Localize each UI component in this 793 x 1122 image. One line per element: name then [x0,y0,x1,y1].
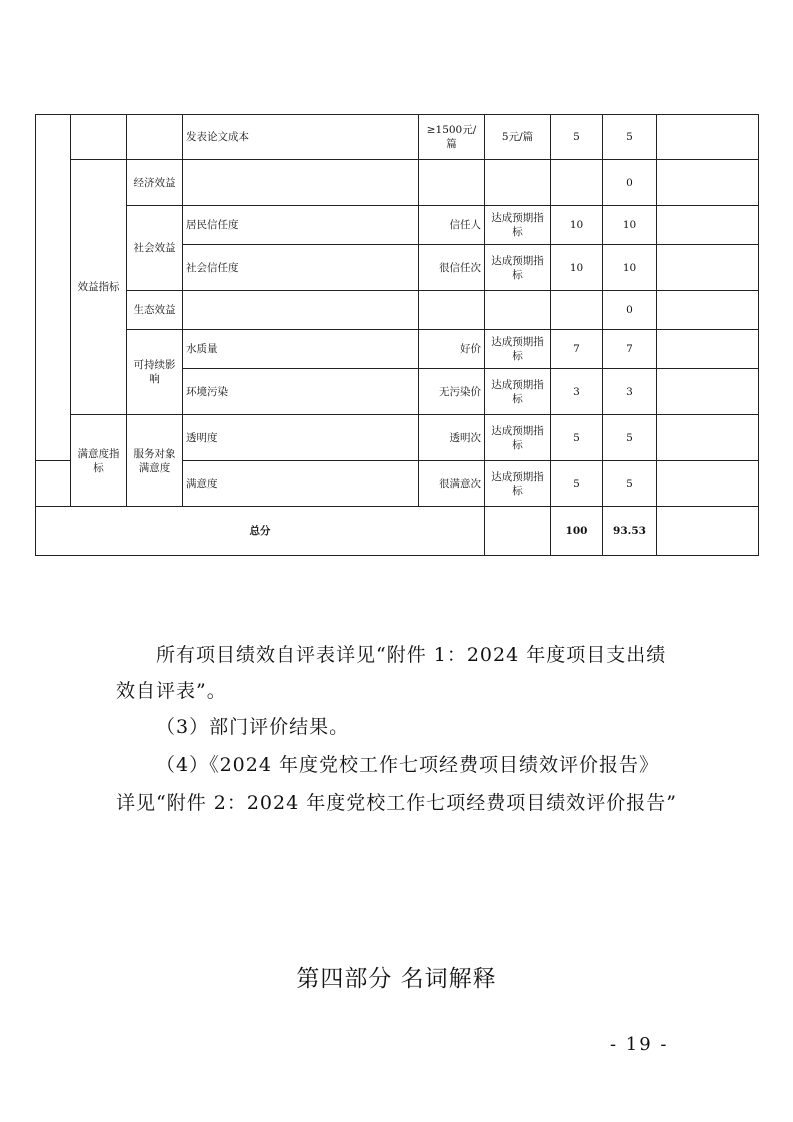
total-score-cell: 93.53 [603,507,657,556]
paragraph-line: 所有项目绩效自评表详见“附件 1：2024 年度项目支出绩 [156,644,667,666]
indicator-cell: 发表论文成本 [183,115,419,160]
weight-cell: 10 [551,245,603,291]
indicator-cell: 居民信任度 [183,206,419,245]
remark-cell [657,245,759,291]
score-cell: 5 [603,115,657,160]
remark-cell [657,507,759,556]
score-cell: 5 [603,461,657,507]
standard-cell: 很信任次 [419,245,485,291]
actual-cell: 达成预期指标 [485,461,551,507]
weight-cell: 5 [551,415,603,461]
benefit-group-cell: 效益指标 [71,160,127,415]
actual-cell: 5元/篇 [485,115,551,160]
table-row [36,291,759,330]
indicator-cell [183,160,419,206]
score-cell: 0 [603,291,657,330]
actual-cell [485,291,551,330]
actual-cell: 达成预期指标 [485,415,551,461]
weight-cell: 5 [551,115,603,160]
standard-cell: 透明次 [419,415,485,461]
remark-cell [657,291,759,330]
actual-cell [485,507,551,556]
social-label-cell: 社会效益 [127,206,183,291]
weight-cell [551,291,603,330]
weight-cell [551,160,603,206]
score-cell: 7 [603,330,657,369]
empty-cell [71,115,127,160]
total-weight-cell: 100 [551,507,603,556]
actual-cell [485,160,551,206]
actual-cell: 达成预期指标 [485,206,551,245]
indicator-cell: 满意度 [183,461,419,507]
service-label-cell: 服务对象满意度 [127,415,183,507]
table-row [36,206,759,245]
indicator-cell: 社会信任度 [183,245,419,291]
indicator-cell: 透明度 [183,415,419,461]
empty-cell [127,115,183,160]
ecological-label-cell: 生态效益 [127,291,183,330]
table-row [36,160,759,206]
weight-cell: 7 [551,330,603,369]
outer-category-cell [36,115,71,461]
remark-cell [657,115,759,160]
performance-table [35,114,759,556]
paragraph-line: 效自评表”。 [116,680,227,702]
table-row [36,330,759,369]
page-number: - 19 - [610,1034,669,1055]
remark-cell [657,461,759,507]
standard-cell: 很满意次 [419,461,485,507]
remark-cell [657,415,759,461]
table-row [36,115,759,160]
indicator-cell: 环境污染 [183,369,419,415]
standard-cell: 无污染价 [419,369,485,415]
section-heading: 第四部分 名词解释 [296,966,497,992]
weight-cell: 10 [551,206,603,245]
score-cell: 3 [603,369,657,415]
indicator-cell [183,291,419,330]
standard-cell [419,160,485,206]
table-row [36,415,759,461]
satisfaction-group-cell: 满意度指标 [71,415,127,507]
paragraph-line: （3）部门评价结果。 [156,716,350,738]
weight-cell: 5 [551,461,603,507]
actual-cell: 达成预期指标 [485,330,551,369]
score-cell: 10 [603,245,657,291]
score-cell: 5 [603,415,657,461]
score-cell: 0 [603,160,657,206]
outer-category-cell [36,461,71,507]
score-cell: 10 [603,206,657,245]
total-row [36,507,759,556]
standard-cell: 好价 [419,330,485,369]
standard-cell [419,291,485,330]
remark-cell [657,330,759,369]
standard-cell: 信任人 [419,206,485,245]
remark-cell [657,369,759,415]
actual-cell: 达成预期指标 [485,245,551,291]
paragraph-line: （4）《2024 年度党校工作七项经费项目绩效评价报告》 [156,754,659,776]
paragraph-line: 详见“附件 2：2024 年度党校工作七项经费项目绩效评价报告” [116,792,677,814]
actual-cell: 达成预期指标 [485,369,551,415]
total-label-cell: 总分 [36,507,485,556]
sustainable-label-cell: 可持续影响 [127,330,183,415]
standard-cell: ≥1500元/篇 [419,115,485,160]
remark-cell [657,160,759,206]
remark-cell [657,206,759,245]
economic-label-cell: 经济效益 [127,160,183,206]
weight-cell: 3 [551,369,603,415]
indicator-cell: 水质量 [183,330,419,369]
